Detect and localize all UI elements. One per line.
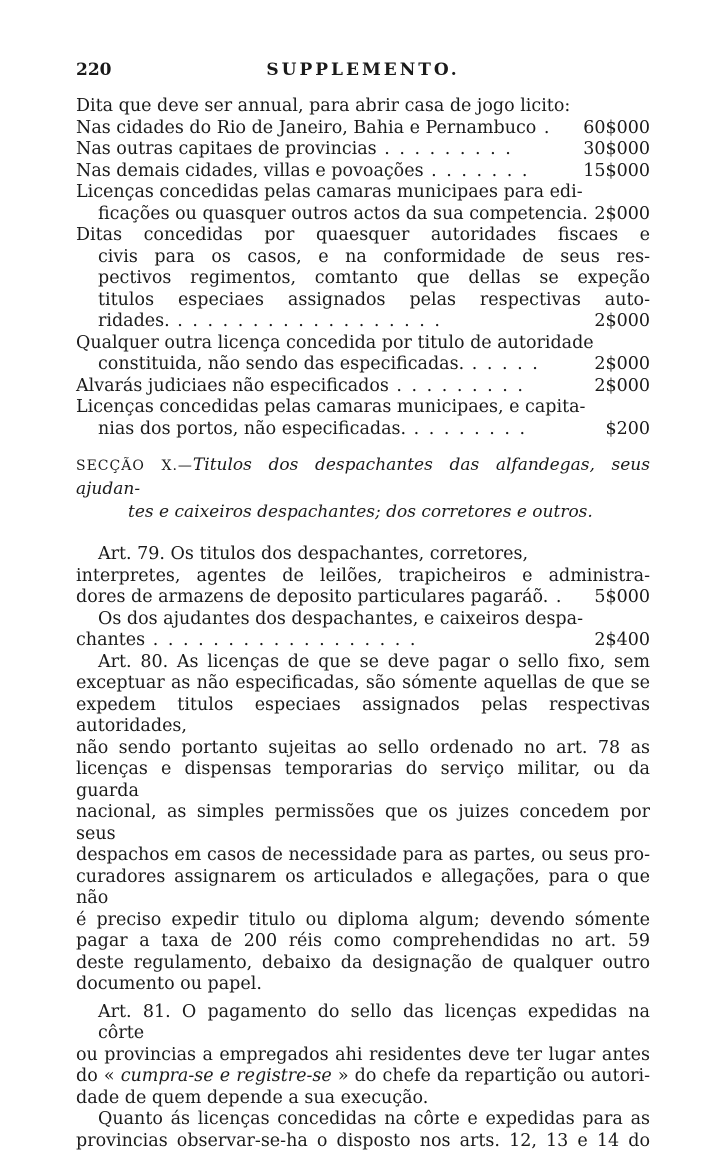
- entry-line: pectivos regimentos, comtanto que dellas se expeção: [76, 268, 650, 290]
- fee-row: Nas demais cidades, villas e povoações . . . . . . . 15$000: [76, 161, 650, 183]
- section-heading: [76, 454, 650, 524]
- entry-text: ridades.: [98, 311, 170, 331]
- article-line: nacional, as simples permissões que os juizes concedem por seus: [76, 802, 650, 845]
- article-line: Art. 81. O pagamento do sello das licenças expedidas na côrte: [76, 1002, 650, 1045]
- ditas-entry: [76, 225, 650, 333]
- article-line: chantes . . . . . . . . . . . . . . . . . . 2$400: [76, 630, 650, 652]
- art81: [76, 1002, 650, 1152]
- article-line: não sendo portanto sujeitas ao sello ordenado no art. 78 as: [76, 738, 650, 760]
- entry-line: Licenças concedidas pelas camaras municipaes para edi-: [76, 182, 650, 204]
- entry-line: Qualquer outra licença concedida por titulo de autoridade: [76, 333, 650, 355]
- article-text: chantes: [76, 630, 145, 650]
- article-line: exceptuar as não especificadas, são sómente aquellas de que se: [76, 673, 650, 695]
- article-line: licenças e dispensas temporarias do serviço militar, ou da guarda: [76, 759, 650, 802]
- alvaras-entry: Alvarás judiciaes não especificados . . . . . . . . . 2$000: [76, 376, 650, 398]
- article-line: deste regulamento, debaixo da designação de qualquer outro: [76, 953, 650, 975]
- article-text: dores de armazens de deposito particulares pagaráõ.: [76, 587, 548, 607]
- qualquer-entry: [76, 333, 650, 376]
- entry-text: constituida, não sendo das especificadas.: [98, 354, 464, 374]
- fee-value: 60$000: [583, 118, 650, 140]
- article-line: é preciso expedir titulo ou diploma algum; devendo sómente: [76, 910, 650, 932]
- fee-text: Nas outras capitaes de provincias: [76, 139, 377, 159]
- entry-value: 2$000: [594, 204, 650, 226]
- entry-line: ridades. . . . . . . . . . . . . . . . . . . 2$000: [76, 311, 650, 333]
- article-line: [76, 1066, 650, 1088]
- art79: [76, 544, 650, 652]
- article-italic: cumpra-se e registre-se: [121, 1066, 332, 1086]
- article-value: 2$400: [594, 630, 650, 652]
- page-number: 220: [76, 60, 112, 80]
- article-line: dores de armazens de deposito particulares pagaráõ. . 5$000: [76, 587, 650, 609]
- article-line: pagar a taxa de 200 réis como comprehendidas no art. 59: [76, 931, 650, 953]
- entry-text: ficações ou quasquer outros actos da sua competencia.: [98, 204, 588, 224]
- article-line: despachos em casos de necessidade para as partes, ou seus pro-: [76, 845, 650, 867]
- licencas-capitanias-entry: [76, 397, 650, 440]
- entry-line: nias dos portos, não especificadas. . . . . . . . . $200: [76, 419, 650, 441]
- entry-value: 2$000: [594, 354, 650, 376]
- entry-text: nias dos portos, não especificadas.: [98, 419, 406, 439]
- entry-value: 2$000: [594, 311, 650, 333]
- entry-line: constituida, não sendo das especificadas. . . . . . 2$000: [76, 354, 650, 376]
- article-line: ou provincias a empregados ahi residentes deve ter lugar antes: [76, 1045, 650, 1067]
- entry-line: [76, 204, 650, 226]
- section-title: Titulos dos despachantes das alfandegas, seus ajudan-: [76, 455, 650, 499]
- article-text: do «: [76, 1066, 115, 1086]
- article-line: curadores assignarem os articulados e allegações, para o que não: [76, 867, 650, 910]
- fee-text: Nas demais cidades, villas e povoações: [76, 161, 424, 181]
- fee-text: Nas cidades do Rio de Janeiro, Bahia e Pernambuco: [76, 118, 536, 138]
- article-line: dade de quem depende a sua execução.: [76, 1088, 650, 1110]
- entry-line: Licenças concedidas pelas camaras municipaes, e capita-: [76, 397, 650, 419]
- section-title: tes e caixeiros despachantes; dos corretores e outros.: [128, 502, 593, 522]
- running-title: SUPPLEMENTO.: [76, 60, 650, 80]
- entry-value: $200: [605, 419, 650, 441]
- entry-line: titulos especiaes assignados pelas respectivas auto-: [76, 290, 650, 312]
- article-line: Art. 79. Os titulos dos despachantes, corretores,: [76, 544, 650, 566]
- article-line: Quanto ás licenças concedidas na côrte e expedidas para as: [76, 1109, 650, 1131]
- article-line: expedem titulos especiaes assignados pelas respectivas autoridades,: [76, 695, 650, 738]
- page-header: [76, 60, 650, 86]
- article-line: Os dos ajudantes dos despachantes, e caixeiros despa-: [76, 609, 650, 631]
- article-line: interpretes, agentes de leilões, trapicheiros e administra-: [76, 566, 650, 588]
- page-body: [76, 96, 650, 1152]
- fee-value: 15$000: [583, 161, 650, 183]
- entry-value: 2$000: [594, 376, 650, 398]
- fee-value: 30$000: [583, 139, 650, 161]
- article-line: documento ou papel.: [76, 974, 650, 996]
- article-line: provincias observar-se-ha o disposto nos arts. 12, 13 e 14 do: [76, 1131, 650, 1152]
- fee-row: Nas outras capitaes de provincias . . . . . . . . . 30$000: [76, 139, 650, 161]
- entry-line: Ditas concedidas por quaesquer autoridades fiscaes e: [76, 225, 650, 247]
- art80: [76, 652, 650, 996]
- article-value: 5$000: [594, 587, 650, 609]
- intro-line: Dita que deve ser annual, para abrir casa de jogo licito:: [76, 96, 650, 118]
- entry-text: Alvarás judiciaes não especificados: [76, 376, 389, 396]
- article-text: » do chefe da repartição ou autori-: [338, 1066, 650, 1086]
- entry-line: civis para os casos, e na conformidade de seus res-: [76, 247, 650, 269]
- article-line: Art. 80. As licenças de que se deve pagar o sello fixo, sem: [76, 652, 650, 674]
- fee-row: Nas cidades do Rio de Janeiro, Bahia e Pernambuco . 60$000: [76, 118, 650, 140]
- licencas-camaras-entry: [76, 182, 650, 225]
- section-label: SECÇÃO X.—: [76, 458, 193, 474]
